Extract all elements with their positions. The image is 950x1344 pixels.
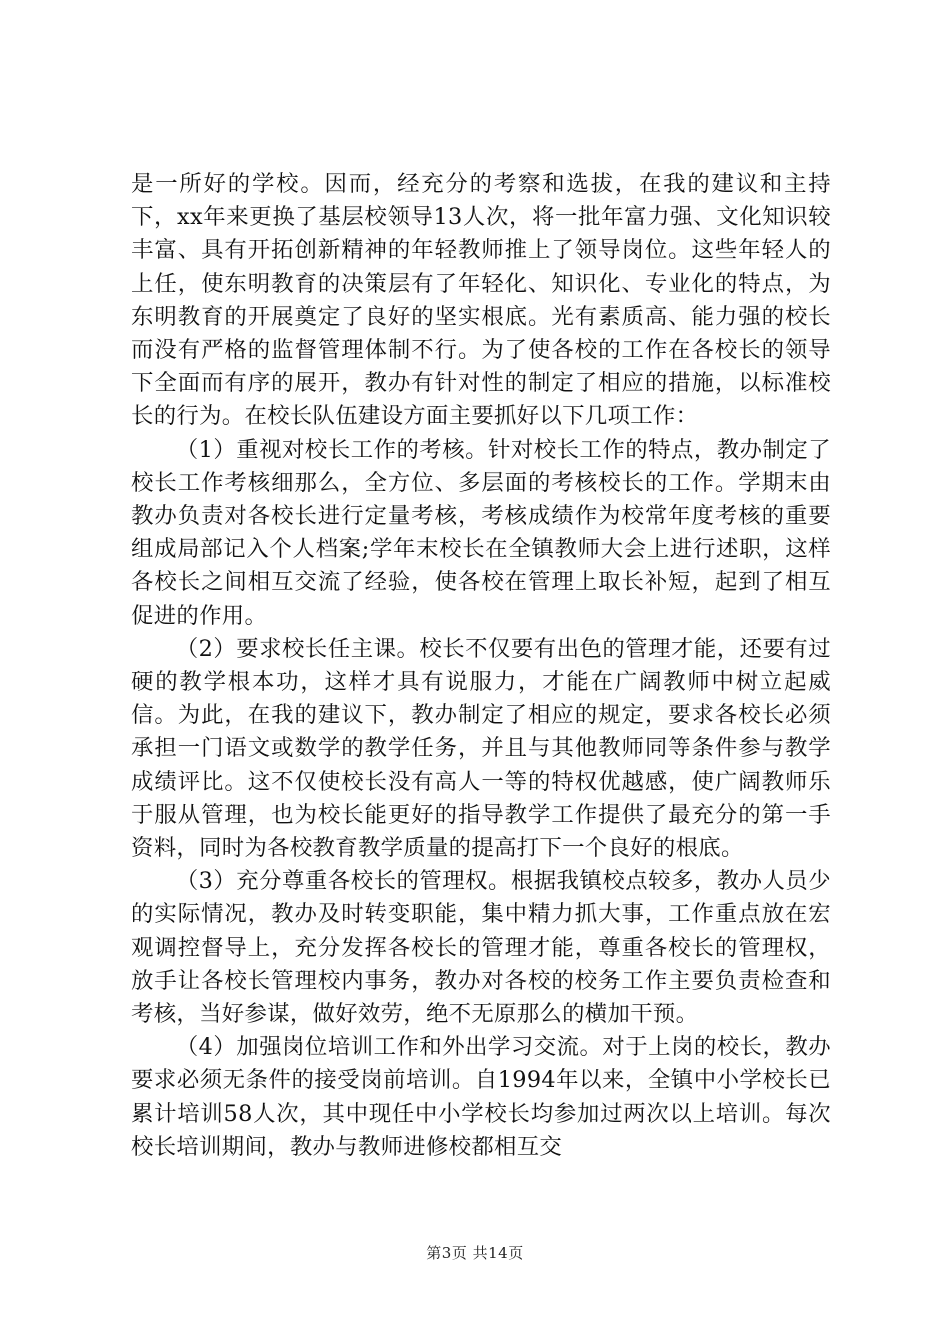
paragraph-item-3: （3）充分尊重各校长的管理权。根据我镇校点较多，教办人员少的实际情况，教办及时转变职能，集中精力抓大事，工作重点放在宏观调控督导上，充分发挥各校长的管理才能，尊重各校长的管理权，放手让各校长管理校内事务，教办对各校的校务工作主要负责检查和考核，当好参谋，做好效劳，绝不无原那么的横加干预。: [131, 868, 831, 1028]
paragraph-item-1: （1）重视对校长工作的考核。针对校长工作的特点，教办制定了校长工作考核细那么，全方位、多层面的考核校长的工作。学期末由教办负责对各校长进行定量考核，考核成绩作为校常年度考核的重要组成局部记入个人档案;学年末校长在全镇教师大会上进行述职，这样各校长之间相互交流了经验，使各校在管理上取长补短，起到了相互促进的作用。: [131, 436, 831, 629]
paragraph-item-4: （4）加强岗位培训工作和外出学习交流。对于上岗的校长，教办要求必须无条件的接受岗前培训。自1994年以来，全镇中小学校长已累计培训58人次，其中现任中小学校长均参加过两次以上培训。每次校长培训期间，教办与教师进修校都相互交: [131, 1034, 831, 1160]
paragraph-intro: 是一所好的学校。因而，经充分的考察和选拔，在我的建议和主持下，xx年来更换了基层校领导13人次，将一批年富力强、文化知识较丰富、具有开拓创新精神的年轻教师推上了领导岗位。这些年轻人的上任，使东明教育的决策层有了年轻化、知识化、专业化的特点，为东明教育的开展奠定了良好的坚实根底。光有素质高、能力强的校长而没有严格的监督管理体制不行。为了使各校的工作在各校长的领导下全面而有序的展开，教办有针对性的制定了相应的措施，以标准校长的行为。在校长队伍建设方面主要抓好以下几项工作：: [131, 171, 831, 430]
document-body: [131, 168, 831, 1164]
page-number-footer: 第3页 共14页: [426, 1244, 524, 1262]
paragraph-item-2: （2）要求校长任主课。校长不仅要有出色的管理才能，还要有过硬的教学根本功，这样才具有说服力，才能在广阔教师中树立起威信。为此，在我的建议下，教办制定了相应的规定，要求各校长必须承担一门语文或数学的教学任务，并且与其他教师同等条件参与教学成绩评比。这不仅使校长没有高人一等的特权优越感，使广阔教师乐于服从管理，也为校长能更好的指导教学工作提供了最充分的第一手资料，同时为各校教育教学质量的提高打下一个良好的根底。: [131, 635, 831, 862]
